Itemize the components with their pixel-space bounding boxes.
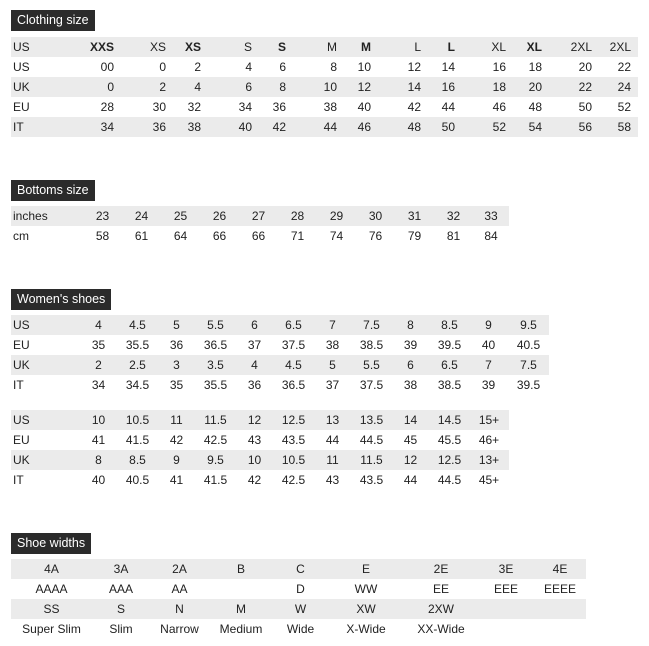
table-cell: 20: [513, 77, 549, 97]
table-cell: 25: [161, 206, 200, 226]
table-cell: 46: [344, 117, 378, 137]
table-cell: Medium: [209, 619, 273, 639]
table-cell: 6: [391, 355, 430, 375]
table-cell: Super Slim: [11, 619, 92, 639]
table-cell: 6: [259, 57, 293, 77]
table-cell: 3.5: [196, 355, 235, 375]
table-cell: EEE: [478, 579, 534, 599]
table-cell: 37: [313, 375, 352, 395]
table-cell: 48: [378, 117, 428, 137]
table-cell: 12: [235, 410, 274, 430]
table-row: [11, 470, 509, 490]
table-cell: 58: [599, 117, 638, 137]
row-label: US: [11, 37, 66, 57]
table-cell: 40: [208, 117, 259, 137]
table-cell: 34: [208, 97, 259, 117]
table-cell: 2: [121, 77, 173, 97]
womens-shoes-table-2: [11, 410, 509, 490]
table-cell: 3E: [478, 559, 534, 579]
table-cell: 4: [235, 355, 274, 375]
table-cell: 39: [391, 335, 430, 355]
bottoms-size-title: Bottoms size: [11, 180, 95, 201]
row-label: inches: [11, 206, 83, 226]
table-cell: XS: [121, 37, 173, 57]
table-cell: S: [208, 37, 259, 57]
table-cell: 13+: [469, 450, 509, 470]
table-cell: 24: [599, 77, 638, 97]
table-cell: W: [273, 599, 328, 619]
table-cell: 42: [235, 470, 274, 490]
table-row: [11, 430, 509, 450]
table-cell: 4: [173, 77, 208, 97]
table-row: [11, 117, 638, 137]
table-cell: 33: [473, 206, 509, 226]
table-cell: 2XL: [599, 37, 638, 57]
table-cell: 16: [462, 57, 513, 77]
table-cell: 2E: [404, 559, 478, 579]
table-cell: 8.5: [118, 450, 157, 470]
table-cell: 42: [157, 430, 196, 450]
table-cell: 79: [395, 226, 434, 246]
table-cell: 13: [313, 410, 352, 430]
table-cell: XXS: [66, 37, 121, 57]
table-cell: 6: [208, 77, 259, 97]
table-cell: 16: [428, 77, 462, 97]
table-cell: 40: [469, 335, 508, 355]
table-cell: 7.5: [352, 315, 391, 335]
table-cell: 11: [157, 410, 196, 430]
table-cell: 42: [259, 117, 293, 137]
table-cell: 13.5: [352, 410, 391, 430]
table-row: [11, 619, 586, 639]
table-cell: 2XL: [549, 37, 599, 57]
table-cell: 40.5: [508, 335, 549, 355]
table-cell: 71: [278, 226, 317, 246]
row-label: UK: [11, 77, 66, 97]
table-cell: 38: [391, 375, 430, 395]
table-cell: M: [209, 599, 273, 619]
table-cell: 2.5: [118, 355, 157, 375]
clothing-size-table: [11, 37, 638, 137]
table-cell: 43: [313, 470, 352, 490]
table-cell: 30: [121, 97, 173, 117]
table-cell: 8: [293, 57, 344, 77]
table-cell: WW: [328, 579, 404, 599]
table-cell: 4.5: [274, 355, 313, 375]
table-cell: 30: [356, 206, 395, 226]
table-cell: 8: [259, 77, 293, 97]
table-cell: 43: [235, 430, 274, 450]
row-label: IT: [11, 470, 79, 490]
table-cell: 18: [462, 77, 513, 97]
table-row: [11, 355, 549, 375]
table-cell: 74: [317, 226, 356, 246]
table-row: [11, 315, 549, 335]
table-cell: 37.5: [274, 335, 313, 355]
table-cell: 36.5: [196, 335, 235, 355]
table-cell: 35.5: [118, 335, 157, 355]
table-cell: 4E: [534, 559, 586, 579]
table-cell: 8: [391, 315, 430, 335]
table-cell: AAA: [92, 579, 150, 599]
table-cell: 76: [356, 226, 395, 246]
table-cell: 2XW: [404, 599, 478, 619]
table-cell: 14: [391, 410, 430, 430]
table-cell: XL: [462, 37, 513, 57]
table-cell: 7: [313, 315, 352, 335]
table-cell: 43.5: [352, 470, 391, 490]
table-cell: 8: [79, 450, 118, 470]
table-cell: 52: [599, 97, 638, 117]
table-cell: 44.5: [430, 470, 469, 490]
table-cell: 84: [473, 226, 509, 246]
table-cell: 36: [121, 117, 173, 137]
table-cell: 14.5: [430, 410, 469, 430]
table-cell: 38: [313, 335, 352, 355]
table-cell: 5.5: [196, 315, 235, 335]
table-cell: 27: [239, 206, 278, 226]
table-cell: 35: [157, 375, 196, 395]
table-cell: 28: [66, 97, 121, 117]
table-row: [11, 559, 586, 579]
table-cell: D: [273, 579, 328, 599]
table-cell: 4A: [11, 559, 92, 579]
womens-shoes-table-1: [11, 315, 549, 395]
table-cell: XL: [513, 37, 549, 57]
table-cell: 8.5: [430, 315, 469, 335]
table-cell: 42.5: [196, 430, 235, 450]
table-cell: 64: [161, 226, 200, 246]
table-cell: 12.5: [430, 450, 469, 470]
table-cell: XW: [328, 599, 404, 619]
table-cell: 34: [79, 375, 118, 395]
table-cell: N: [150, 599, 209, 619]
table-cell: 0: [121, 57, 173, 77]
table-cell: 6.5: [274, 315, 313, 335]
table-cell: Narrow: [150, 619, 209, 639]
table-row: [11, 375, 549, 395]
table-cell: 2: [173, 57, 208, 77]
table-cell: 36.5: [274, 375, 313, 395]
table-cell: 3: [157, 355, 196, 375]
table-cell: 41: [79, 430, 118, 450]
table-cell: 5: [157, 315, 196, 335]
table-cell: 40: [79, 470, 118, 490]
row-label: IT: [11, 375, 79, 395]
table-cell: 46+: [469, 430, 509, 450]
table-cell: 10: [293, 77, 344, 97]
row-label: UK: [11, 355, 79, 375]
table-cell: 28: [278, 206, 317, 226]
table-cell: Slim: [92, 619, 150, 639]
table-cell: [534, 619, 586, 639]
table-cell: 12: [391, 450, 430, 470]
table-cell: 6.5: [430, 355, 469, 375]
table-cell: 39: [469, 375, 508, 395]
table-cell: 36: [259, 97, 293, 117]
table-cell: 58: [83, 226, 122, 246]
table-cell: 54: [513, 117, 549, 137]
table-cell: 24: [122, 206, 161, 226]
table-cell: 39.5: [430, 335, 469, 355]
table-cell: 44: [293, 117, 344, 137]
table-cell: 38.5: [430, 375, 469, 395]
table-cell: S: [259, 37, 293, 57]
table-cell: 81: [434, 226, 473, 246]
table-cell: 10: [344, 57, 378, 77]
table-cell: 42: [378, 97, 428, 117]
table-cell: 44: [428, 97, 462, 117]
table-cell: 4.5: [118, 315, 157, 335]
table-cell: 15+: [469, 410, 509, 430]
table-cell: 29: [317, 206, 356, 226]
table-cell: C: [273, 559, 328, 579]
table-cell: M: [344, 37, 378, 57]
table-cell: 34.5: [118, 375, 157, 395]
row-label: US: [11, 315, 79, 335]
table-cell: 0: [66, 77, 121, 97]
table-row: [11, 57, 638, 77]
table-cell: 9: [469, 315, 508, 335]
table-cell: [209, 579, 273, 599]
table-cell: 35: [79, 335, 118, 355]
shoe-widths-table: [11, 559, 586, 639]
table-cell: E: [328, 559, 404, 579]
table-cell: XS: [173, 37, 208, 57]
table-cell: EEEE: [534, 579, 586, 599]
table-row: [11, 410, 509, 430]
table-cell: 40.5: [118, 470, 157, 490]
table-cell: L: [378, 37, 428, 57]
table-cell: AA: [150, 579, 209, 599]
table-row: [11, 206, 509, 226]
table-cell: 44: [313, 430, 352, 450]
table-cell: 32: [434, 206, 473, 226]
table-cell: 41.5: [118, 430, 157, 450]
table-cell: 37.5: [352, 375, 391, 395]
table-cell: 20: [549, 57, 599, 77]
table-row: [11, 77, 638, 97]
table-cell: 22: [599, 57, 638, 77]
table-cell: S: [92, 599, 150, 619]
table-cell: 43.5: [274, 430, 313, 450]
table-cell: 35.5: [196, 375, 235, 395]
table-cell: 11: [313, 450, 352, 470]
table-cell: M: [293, 37, 344, 57]
table-cell: 4: [79, 315, 118, 335]
table-cell: 7.5: [508, 355, 549, 375]
table-cell: 3A: [92, 559, 150, 579]
table-cell: 11.5: [196, 410, 235, 430]
table-cell: 4: [208, 57, 259, 77]
row-label: EU: [11, 97, 66, 117]
table-cell: 2: [79, 355, 118, 375]
table-cell: 32: [173, 97, 208, 117]
table-cell: 41: [157, 470, 196, 490]
table-cell: 10.5: [118, 410, 157, 430]
table-cell: 6: [235, 315, 274, 335]
table-cell: 10.5: [274, 450, 313, 470]
table-cell: 41.5: [196, 470, 235, 490]
table-cell: 50: [549, 97, 599, 117]
table-cell: 26: [200, 206, 239, 226]
table-row: [11, 450, 509, 470]
bottoms-size-table: [11, 206, 509, 246]
shoe-widths-title: Shoe widths: [11, 533, 91, 554]
row-label: UK: [11, 450, 79, 470]
table-cell: 44: [391, 470, 430, 490]
table-cell: 36: [157, 335, 196, 355]
table-cell: 36: [235, 375, 274, 395]
row-label: EU: [11, 335, 79, 355]
table-cell: 12.5: [274, 410, 313, 430]
table-cell: 12: [378, 57, 428, 77]
table-cell: 38.5: [352, 335, 391, 355]
table-cell: 10: [235, 450, 274, 470]
table-cell: [478, 619, 534, 639]
table-cell: 42.5: [274, 470, 313, 490]
table-cell: 9: [157, 450, 196, 470]
table-cell: [534, 599, 586, 619]
row-label: cm: [11, 226, 83, 246]
table-cell: 61: [122, 226, 161, 246]
table-row: [11, 579, 586, 599]
table-cell: 56: [549, 117, 599, 137]
table-cell: 34: [66, 117, 121, 137]
table-cell: 9.5: [508, 315, 549, 335]
table-cell: 45.5: [430, 430, 469, 450]
table-cell: 45: [391, 430, 430, 450]
table-cell: 38: [293, 97, 344, 117]
table-cell: 14: [428, 57, 462, 77]
table-cell: SS: [11, 599, 92, 619]
table-cell: 11.5: [352, 450, 391, 470]
table-cell: 50: [428, 117, 462, 137]
table-cell: 2A: [150, 559, 209, 579]
row-label: US: [11, 410, 79, 430]
table-cell: 46: [462, 97, 513, 117]
table-row: [11, 97, 638, 117]
table-cell: 00: [66, 57, 121, 77]
table-row: [11, 599, 586, 619]
table-cell: 18: [513, 57, 549, 77]
row-label: EU: [11, 430, 79, 450]
clothing-size-title: Clothing size: [11, 10, 95, 31]
table-cell: 48: [513, 97, 549, 117]
row-label: US: [11, 57, 66, 77]
table-cell: 37: [235, 335, 274, 355]
table-cell: 14: [378, 77, 428, 97]
womens-shoes-title: Women's shoes: [11, 289, 111, 310]
table-cell: 39.5: [508, 375, 549, 395]
table-cell: 22: [549, 77, 599, 97]
table-cell: Wide: [273, 619, 328, 639]
table-cell: 10: [79, 410, 118, 430]
table-cell: AAAA: [11, 579, 92, 599]
table-cell: EE: [404, 579, 478, 599]
table-cell: [478, 599, 534, 619]
table-cell: 44.5: [352, 430, 391, 450]
table-cell: 23: [83, 206, 122, 226]
table-cell: 40: [344, 97, 378, 117]
table-cell: X-Wide: [328, 619, 404, 639]
table-cell: 52: [462, 117, 513, 137]
table-cell: 66: [200, 226, 239, 246]
table-cell: XX-Wide: [404, 619, 478, 639]
table-cell: 31: [395, 206, 434, 226]
table-cell: 12: [344, 77, 378, 97]
table-cell: 7: [469, 355, 508, 375]
table-cell: 38: [173, 117, 208, 137]
table-cell: 5.5: [352, 355, 391, 375]
table-cell: 66: [239, 226, 278, 246]
table-row: [11, 226, 509, 246]
table-row: [11, 335, 549, 355]
table-row: [11, 37, 638, 57]
table-cell: B: [209, 559, 273, 579]
table-cell: L: [428, 37, 462, 57]
table-cell: 9.5: [196, 450, 235, 470]
table-cell: 45+: [469, 470, 509, 490]
table-cell: 5: [313, 355, 352, 375]
row-label: IT: [11, 117, 66, 137]
